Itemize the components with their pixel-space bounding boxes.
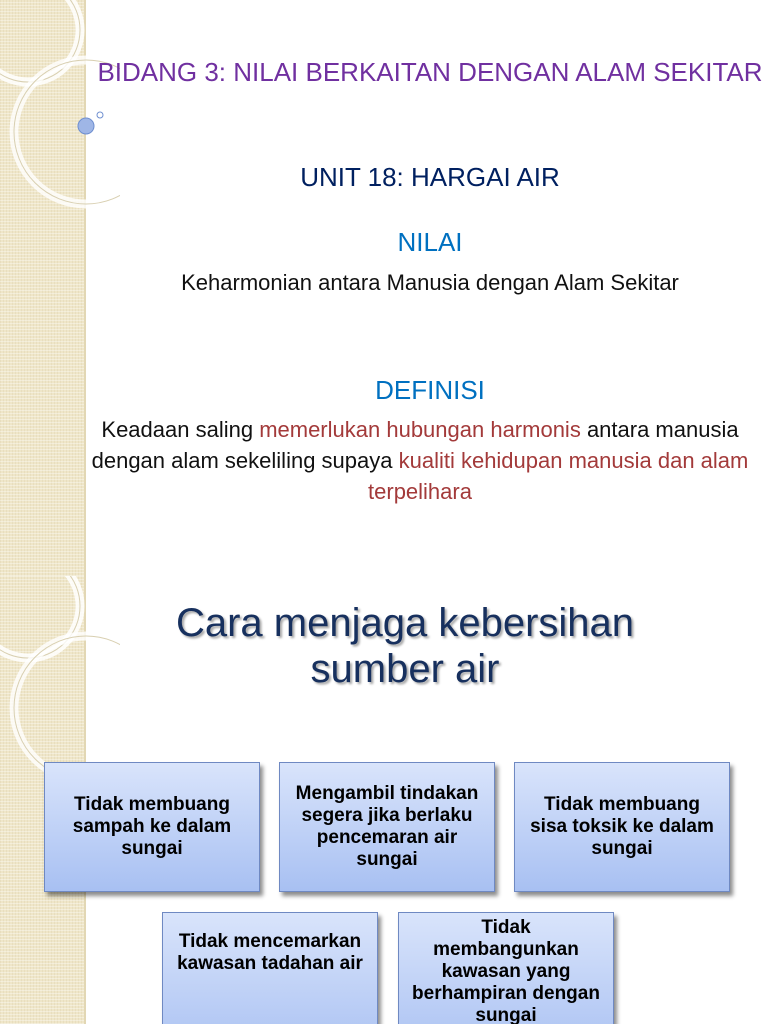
definisi-part-1: Keadaan saling [101,417,260,442]
tip-box-5 [398,912,614,1024]
tip-box-3-text: Tidak membuang sisa toksik ke dalam sungai [530,794,714,859]
nilai-text: Keharmonian antara Manusia dengan Alam Sekitar [181,270,679,295]
tip-box-3 [514,762,730,892]
slide-2-title: Cara menjaga kebersihan sumber air [175,601,635,691]
unit-title: UNIT 18: HARGAI AIR [300,162,560,192]
slide-2 [0,576,768,1024]
tip-box-2-text: Mengambil tindakan segera jika berlaku pencemaran air sungai [295,783,479,870]
tip-box-5-text: Tidak membangunkan kawasan yang berhampiran dengan sungai [412,917,600,1024]
tip-box-4-text: Tidak mencemarkan kawasan tadahan air [177,931,363,974]
definisi-highlight-2: kualiti kehidupan manusia dan alam terpelihara [368,448,749,504]
tip-box-4 [162,912,378,1024]
definisi-highlight-1: memerlukan hubungan harmonis [259,417,581,442]
definisi-heading: DEFINISI [375,375,485,405]
definisi-part-3: antara manusia dengan alam sekeliling supaya [91,417,739,473]
section-title: BIDANG 3: NILAI BERKAITAN DENGAN ALAM SEKITAR [97,57,763,87]
tip-box-2 [279,762,495,892]
tip-box-1-text: Tidak membuang sampah ke dalam sungai [72,794,232,859]
tip-box-1 [44,762,260,892]
nilai-heading: NILAI [397,227,463,257]
definisi-text [90,414,750,507]
